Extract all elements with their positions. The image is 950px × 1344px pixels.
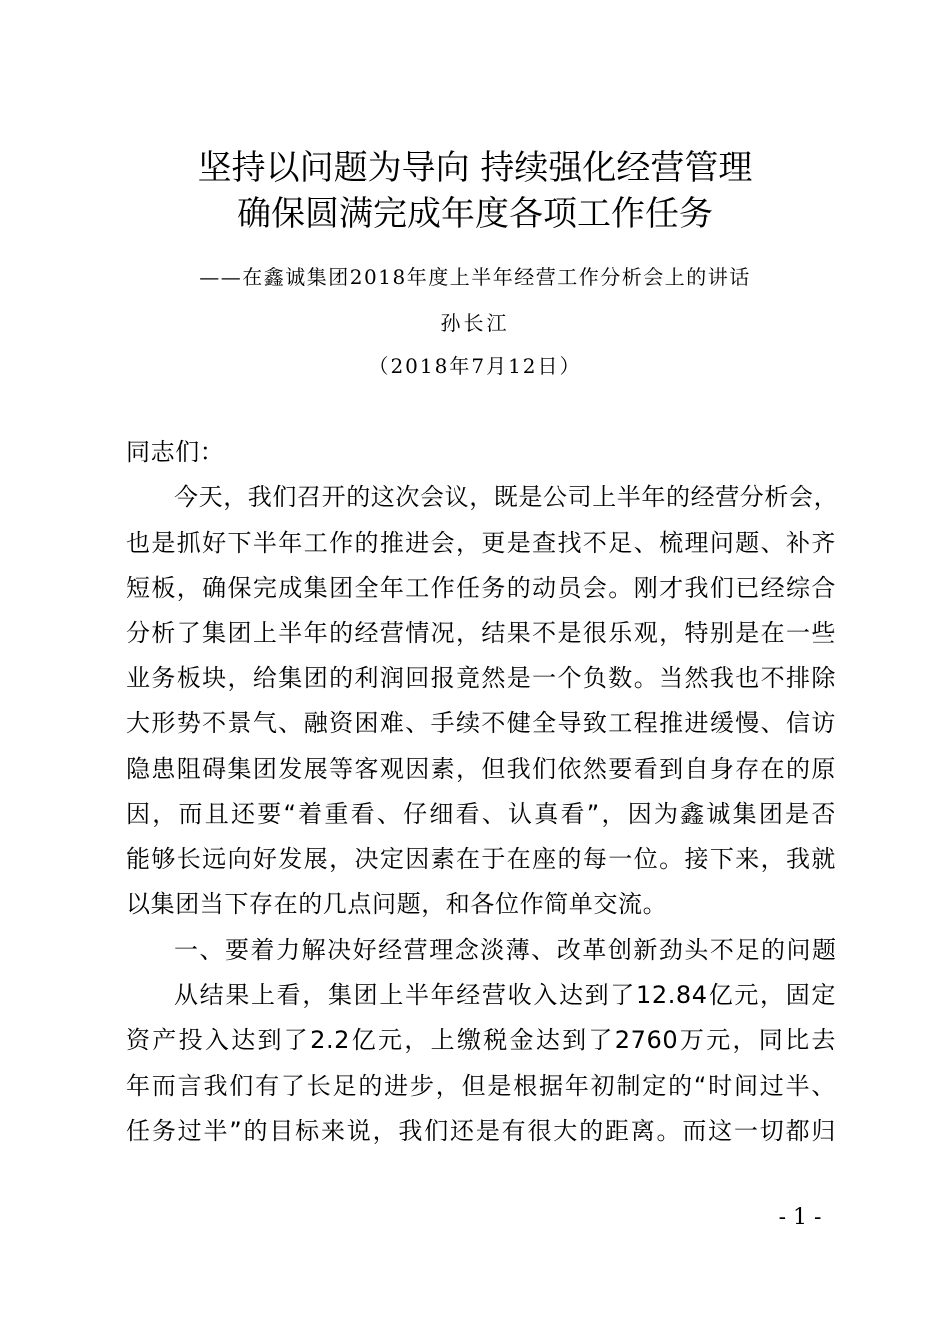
author-name: 孙长江 (440, 311, 510, 335)
paragraph-2-line: 从结果上看，集团上半年经营收入达到了12.84亿元，固定 (174, 981, 836, 1009)
paragraph-1-line: 能够长远向好发展，决定因素在于在座的每一位。接下来，我就 (126, 845, 836, 873)
paragraph-1-line: 今天，我们召开的这次会议，既是公司上半年的经营分析会， (174, 483, 839, 511)
paragraph-1-line: 分析了集团上半年的经营情况，结果不是很乐观，特别是在一些 (126, 619, 836, 647)
paragraph-1-line: 短板，确保完成集团全年工作任务的动员会。刚才我们已经综合 (126, 574, 836, 602)
paragraph-2-line: 资产投入达到了2.2亿元，上缴税金达到了2760万元，同比去 (126, 1026, 836, 1054)
paragraph-1-line: 也是抓好下半年工作的推进会，更是查找不足、梳理问题、补齐 (126, 529, 836, 557)
title-line-1: 坚持以问题为导向 持续强化经营管理 (197, 148, 753, 188)
paragraph-1-line: 业务板块，给集团的利润回报竟然是一个负数。当然我也不排除 (126, 664, 836, 692)
page-number: - 1 - (778, 1205, 822, 1230)
paragraph-1-line: 大形势不景气、融资困难、手续不健全导致工程推进缓慢、信访 (126, 709, 836, 737)
paragraph-1-line: 隐患阻碍集团发展等客观因素，但我们依然要看到自身存在的原 (126, 755, 836, 783)
speech-date: （2018年7月12日） (368, 354, 582, 378)
paragraph-1-line: 以集团当下存在的几点问题，和各位作简单交流。 (126, 890, 668, 918)
subtitle: ——在鑫诚集团2018年度上半年经营工作分析会上的讲话 (199, 265, 751, 289)
title-line-2: 确保圆满完成年度各项工作任务 (237, 194, 713, 234)
paragraph-2-line: 年而言我们有了长足的进步，但是根据年初制定的“时间过半、 (126, 1072, 836, 1100)
salutation: 同志们： (126, 438, 225, 466)
paragraph-1-line: 因，而且还要“着重看、仔细看、认真看”，因为鑫诚集团是否 (126, 800, 836, 828)
section-1-heading: 一、要着力解决好经营理念淡薄、改革创新劲头不足的问题 (174, 936, 836, 964)
paragraph-2-line: 任务过半”的目标来说，我们还是有很大的距离。而这一切都归 (126, 1117, 836, 1145)
